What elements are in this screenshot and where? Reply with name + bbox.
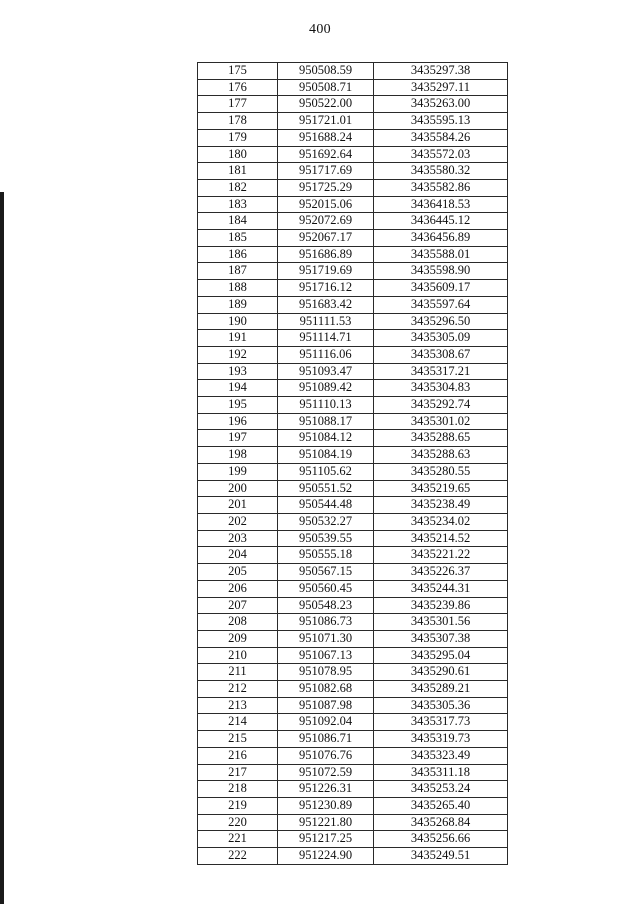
y-coordinate-cell: 3435597.64 <box>374 296 508 313</box>
x-coordinate-cell: 950532.27 <box>278 513 374 530</box>
point-number-cell: 194 <box>198 380 278 397</box>
x-coordinate-cell: 950539.55 <box>278 530 374 547</box>
point-number-cell: 202 <box>198 513 278 530</box>
point-number-cell: 180 <box>198 146 278 163</box>
point-number-cell: 206 <box>198 580 278 597</box>
y-coordinate-cell: 3436445.12 <box>374 213 508 230</box>
point-number-cell: 176 <box>198 79 278 96</box>
y-coordinate-cell: 3435289.21 <box>374 681 508 698</box>
point-number-cell: 222 <box>198 848 278 865</box>
table-row <box>198 263 508 280</box>
table-row <box>198 764 508 781</box>
point-number-cell: 208 <box>198 614 278 631</box>
point-number-cell: 195 <box>198 397 278 414</box>
y-coordinate-cell: 3435301.56 <box>374 614 508 631</box>
y-coordinate-cell: 3435308.67 <box>374 346 508 363</box>
table-row <box>198 213 508 230</box>
y-coordinate-cell: 3435268.84 <box>374 814 508 831</box>
y-coordinate-cell: 3435580.32 <box>374 163 508 180</box>
point-number-cell: 200 <box>198 480 278 497</box>
y-coordinate-cell: 3435214.52 <box>374 530 508 547</box>
point-number-cell: 178 <box>198 113 278 130</box>
x-coordinate-cell: 951089.42 <box>278 380 374 397</box>
point-number-cell: 219 <box>198 797 278 814</box>
x-coordinate-cell: 950508.71 <box>278 79 374 96</box>
table-row <box>198 681 508 698</box>
table-row <box>198 580 508 597</box>
x-coordinate-cell: 951078.95 <box>278 664 374 681</box>
x-coordinate-cell: 951725.29 <box>278 179 374 196</box>
y-coordinate-cell: 3435297.11 <box>374 79 508 96</box>
x-coordinate-cell: 951226.31 <box>278 781 374 798</box>
table-row <box>198 664 508 681</box>
y-coordinate-cell: 3435221.22 <box>374 547 508 564</box>
point-number-cell: 175 <box>198 63 278 80</box>
table-row <box>198 747 508 764</box>
x-coordinate-cell: 952072.69 <box>278 213 374 230</box>
y-coordinate-cell: 3435249.51 <box>374 848 508 865</box>
x-coordinate-cell: 950560.45 <box>278 580 374 597</box>
point-number-cell: 182 <box>198 179 278 196</box>
table-row <box>198 480 508 497</box>
point-number-cell: 185 <box>198 230 278 247</box>
point-number-cell: 193 <box>198 363 278 380</box>
table-row <box>198 129 508 146</box>
y-coordinate-cell: 3435317.21 <box>374 363 508 380</box>
x-coordinate-cell: 951088.17 <box>278 413 374 430</box>
table-row <box>198 313 508 330</box>
coordinates-table <box>197 62 508 865</box>
table-row <box>198 597 508 614</box>
x-coordinate-cell: 951217.25 <box>278 831 374 848</box>
x-coordinate-cell: 950508.59 <box>278 63 374 80</box>
y-coordinate-cell: 3435572.03 <box>374 146 508 163</box>
point-number-cell: 212 <box>198 681 278 698</box>
y-coordinate-cell: 3435582.86 <box>374 179 508 196</box>
x-coordinate-cell: 951072.59 <box>278 764 374 781</box>
y-coordinate-cell: 3435305.36 <box>374 697 508 714</box>
y-coordinate-cell: 3435256.66 <box>374 831 508 848</box>
x-coordinate-cell: 951105.62 <box>278 463 374 480</box>
point-number-cell: 187 <box>198 263 278 280</box>
table-row <box>198 146 508 163</box>
y-coordinate-cell: 3435609.17 <box>374 280 508 297</box>
point-number-cell: 209 <box>198 630 278 647</box>
y-coordinate-cell: 3435219.65 <box>374 480 508 497</box>
x-coordinate-cell: 951114.71 <box>278 330 374 347</box>
table-row <box>198 163 508 180</box>
x-coordinate-cell: 951221.80 <box>278 814 374 831</box>
y-coordinate-cell: 3435307.38 <box>374 630 508 647</box>
x-coordinate-cell: 951686.89 <box>278 246 374 263</box>
table-row <box>198 363 508 380</box>
table-row <box>198 781 508 798</box>
x-coordinate-cell: 951082.68 <box>278 681 374 698</box>
point-number-cell: 179 <box>198 129 278 146</box>
point-number-cell: 217 <box>198 764 278 781</box>
point-number-cell: 177 <box>198 96 278 113</box>
y-coordinate-cell: 3435296.50 <box>374 313 508 330</box>
x-coordinate-cell: 951224.90 <box>278 848 374 865</box>
point-number-cell: 190 <box>198 313 278 330</box>
y-coordinate-cell: 3435263.00 <box>374 96 508 113</box>
x-coordinate-cell: 951688.24 <box>278 129 374 146</box>
scan-edge-mark <box>0 192 4 904</box>
point-number-cell: 183 <box>198 196 278 213</box>
point-number-cell: 181 <box>198 163 278 180</box>
table-row <box>198 848 508 865</box>
y-coordinate-cell: 3435290.61 <box>374 664 508 681</box>
x-coordinate-cell: 951721.01 <box>278 113 374 130</box>
table-row <box>198 564 508 581</box>
point-number-cell: 196 <box>198 413 278 430</box>
x-coordinate-cell: 951719.69 <box>278 263 374 280</box>
table-row <box>198 513 508 530</box>
table-row <box>198 831 508 848</box>
point-number-cell: 215 <box>198 731 278 748</box>
table-row <box>198 346 508 363</box>
x-coordinate-cell: 952015.06 <box>278 196 374 213</box>
y-coordinate-cell: 3435265.40 <box>374 797 508 814</box>
table-row <box>198 113 508 130</box>
point-number-cell: 221 <box>198 831 278 848</box>
x-coordinate-cell: 951116.06 <box>278 346 374 363</box>
x-coordinate-cell: 950567.15 <box>278 564 374 581</box>
table-row <box>198 447 508 464</box>
y-coordinate-cell: 3435305.09 <box>374 330 508 347</box>
y-coordinate-cell: 3435323.49 <box>374 747 508 764</box>
x-coordinate-cell: 951110.13 <box>278 397 374 414</box>
table-row <box>198 296 508 313</box>
x-coordinate-cell: 951071.30 <box>278 630 374 647</box>
table-row <box>198 280 508 297</box>
table-row <box>198 413 508 430</box>
point-number-cell: 214 <box>198 714 278 731</box>
y-coordinate-cell: 3435244.31 <box>374 580 508 597</box>
table-row <box>198 397 508 414</box>
point-number-cell: 220 <box>198 814 278 831</box>
x-coordinate-cell: 950551.52 <box>278 480 374 497</box>
table-row <box>198 814 508 831</box>
y-coordinate-cell: 3435311.18 <box>374 764 508 781</box>
x-coordinate-cell: 951086.73 <box>278 614 374 631</box>
x-coordinate-cell: 951084.12 <box>278 430 374 447</box>
x-coordinate-cell: 951717.69 <box>278 163 374 180</box>
table-row <box>198 380 508 397</box>
table-row <box>198 731 508 748</box>
y-coordinate-cell: 3435280.55 <box>374 463 508 480</box>
point-number-cell: 205 <box>198 564 278 581</box>
y-coordinate-cell: 3435238.49 <box>374 497 508 514</box>
point-number-cell: 189 <box>198 296 278 313</box>
x-coordinate-cell: 951084.19 <box>278 447 374 464</box>
y-coordinate-cell: 3435288.63 <box>374 447 508 464</box>
x-coordinate-cell: 951683.42 <box>278 296 374 313</box>
x-coordinate-cell: 950522.00 <box>278 96 374 113</box>
table-row <box>198 530 508 547</box>
table-row <box>198 497 508 514</box>
point-number-cell: 213 <box>198 697 278 714</box>
point-number-cell: 192 <box>198 346 278 363</box>
y-coordinate-cell: 3435588.01 <box>374 246 508 263</box>
y-coordinate-cell: 3435301.02 <box>374 413 508 430</box>
table-row <box>198 330 508 347</box>
point-number-cell: 184 <box>198 213 278 230</box>
point-number-cell: 203 <box>198 530 278 547</box>
table-row <box>198 647 508 664</box>
table-row <box>198 196 508 213</box>
y-coordinate-cell: 3435253.24 <box>374 781 508 798</box>
y-coordinate-cell: 3436456.89 <box>374 230 508 247</box>
point-number-cell: 207 <box>198 597 278 614</box>
table-row <box>198 547 508 564</box>
x-coordinate-cell: 951111.53 <box>278 313 374 330</box>
y-coordinate-cell: 3435292.74 <box>374 397 508 414</box>
table-row <box>198 797 508 814</box>
y-coordinate-cell: 3435584.26 <box>374 129 508 146</box>
x-coordinate-cell: 951076.76 <box>278 747 374 764</box>
table-row <box>198 179 508 196</box>
y-coordinate-cell: 3435595.13 <box>374 113 508 130</box>
point-number-cell: 197 <box>198 430 278 447</box>
x-coordinate-cell: 951067.13 <box>278 647 374 664</box>
table-row <box>198 463 508 480</box>
table-row <box>198 79 508 96</box>
table-row <box>198 63 508 80</box>
y-coordinate-cell: 3435295.04 <box>374 647 508 664</box>
x-coordinate-cell: 951087.98 <box>278 697 374 714</box>
point-number-cell: 201 <box>198 497 278 514</box>
y-coordinate-cell: 3435239.86 <box>374 597 508 614</box>
y-coordinate-cell: 3435288.65 <box>374 430 508 447</box>
point-number-cell: 186 <box>198 246 278 263</box>
x-coordinate-cell: 951092.04 <box>278 714 374 731</box>
point-number-cell: 210 <box>198 647 278 664</box>
point-number-cell: 198 <box>198 447 278 464</box>
coordinates-table-body <box>198 63 508 865</box>
page-number: 400 <box>309 22 331 37</box>
table-row <box>198 697 508 714</box>
y-coordinate-cell: 3435319.73 <box>374 731 508 748</box>
point-number-cell: 191 <box>198 330 278 347</box>
table-row <box>198 714 508 731</box>
x-coordinate-cell: 950544.48 <box>278 497 374 514</box>
table-row <box>198 630 508 647</box>
point-number-cell: 204 <box>198 547 278 564</box>
y-coordinate-cell: 3435226.37 <box>374 564 508 581</box>
y-coordinate-cell: 3435317.73 <box>374 714 508 731</box>
x-coordinate-cell: 951692.64 <box>278 146 374 163</box>
table-row <box>198 96 508 113</box>
y-coordinate-cell: 3436418.53 <box>374 196 508 213</box>
x-coordinate-cell: 951086.71 <box>278 731 374 748</box>
y-coordinate-cell: 3435598.90 <box>374 263 508 280</box>
y-coordinate-cell: 3435297.38 <box>374 63 508 80</box>
table-row <box>198 246 508 263</box>
point-number-cell: 199 <box>198 463 278 480</box>
table-row <box>198 230 508 247</box>
point-number-cell: 218 <box>198 781 278 798</box>
point-number-cell: 211 <box>198 664 278 681</box>
table-row <box>198 430 508 447</box>
x-coordinate-cell: 951093.47 <box>278 363 374 380</box>
point-number-cell: 188 <box>198 280 278 297</box>
point-number-cell: 216 <box>198 747 278 764</box>
x-coordinate-cell: 952067.17 <box>278 230 374 247</box>
x-coordinate-cell: 950548.23 <box>278 597 374 614</box>
x-coordinate-cell: 951716.12 <box>278 280 374 297</box>
table-row <box>198 614 508 631</box>
y-coordinate-cell: 3435234.02 <box>374 513 508 530</box>
y-coordinate-cell: 3435304.83 <box>374 380 508 397</box>
x-coordinate-cell: 951230.89 <box>278 797 374 814</box>
x-coordinate-cell: 950555.18 <box>278 547 374 564</box>
